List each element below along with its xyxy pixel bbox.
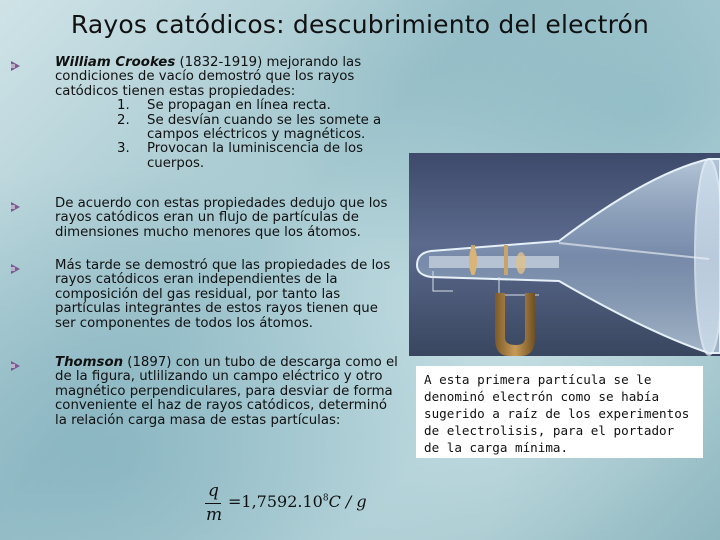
bullet-gas-independence: Más tarde se demostró que las propiedades de los rayos catódicos eran independientes de la composición del gas residual, por tanto las partículas integrantes de estos rayos tienen que ser componentes de todos los átomos. <box>55 258 391 331</box>
bullet-marker-3 <box>11 264 20 274</box>
slide-title: Rayos catódicos: descubrimiento del electrón <box>70 10 650 39</box>
bullet-marker-1 <box>11 61 20 71</box>
bullet-marker-2 <box>11 202 20 212</box>
formula-numerator: q <box>208 481 219 501</box>
bullet-crookes <box>55 56 400 171</box>
crookes-tube-image <box>409 153 720 356</box>
bullet-marker-4 <box>11 361 20 371</box>
fraction-bar <box>205 503 221 504</box>
thomson-name: Thomson <box>55 355 124 370</box>
crookes-name: William Crookes <box>55 55 176 70</box>
thomson-text: (1897) con un tubo de descarga como el de la figura, utlilizando un campo eléctrico y otro magnético perpendiculares, para desviar de forma conveniente el haz de rayos catódicos, determinó la relación carga masa de estas partículas: <box>55 355 398 428</box>
bullet-deduction: De acuerdo con estas propiedades dedujo que los rayos catódicos eran un flujo de partículas de dimensiones mucho menores que los átomos. <box>55 196 388 240</box>
formula-value: $=1,7592.10^8C / g$ <box>228 492 367 511</box>
property-item-1: 1. Se propagan en línea recta. <box>117 98 331 114</box>
property-item-2: 2. Se desvían cuando se les somete a campos eléctricos y magnéticos. <box>117 112 382 143</box>
property-item-3: 3. Provocan la luminiscencia de los cuerpos. <box>117 141 364 171</box>
bullet-thomson <box>55 356 400 428</box>
crookes-intro: (1832-1919) mejorando las condiciones de vacío demostró que los rayos catódicos tienen estas propiedades: <box>55 55 362 99</box>
formula-denominator: m <box>206 505 223 525</box>
electron-note: A esta primera partícula se le denominó electrón como se había sugerido a raíz de los experimentos de electrolisis, para el portador de la carga mínima. <box>416 366 703 458</box>
charge-mass-formula <box>203 483 393 528</box>
